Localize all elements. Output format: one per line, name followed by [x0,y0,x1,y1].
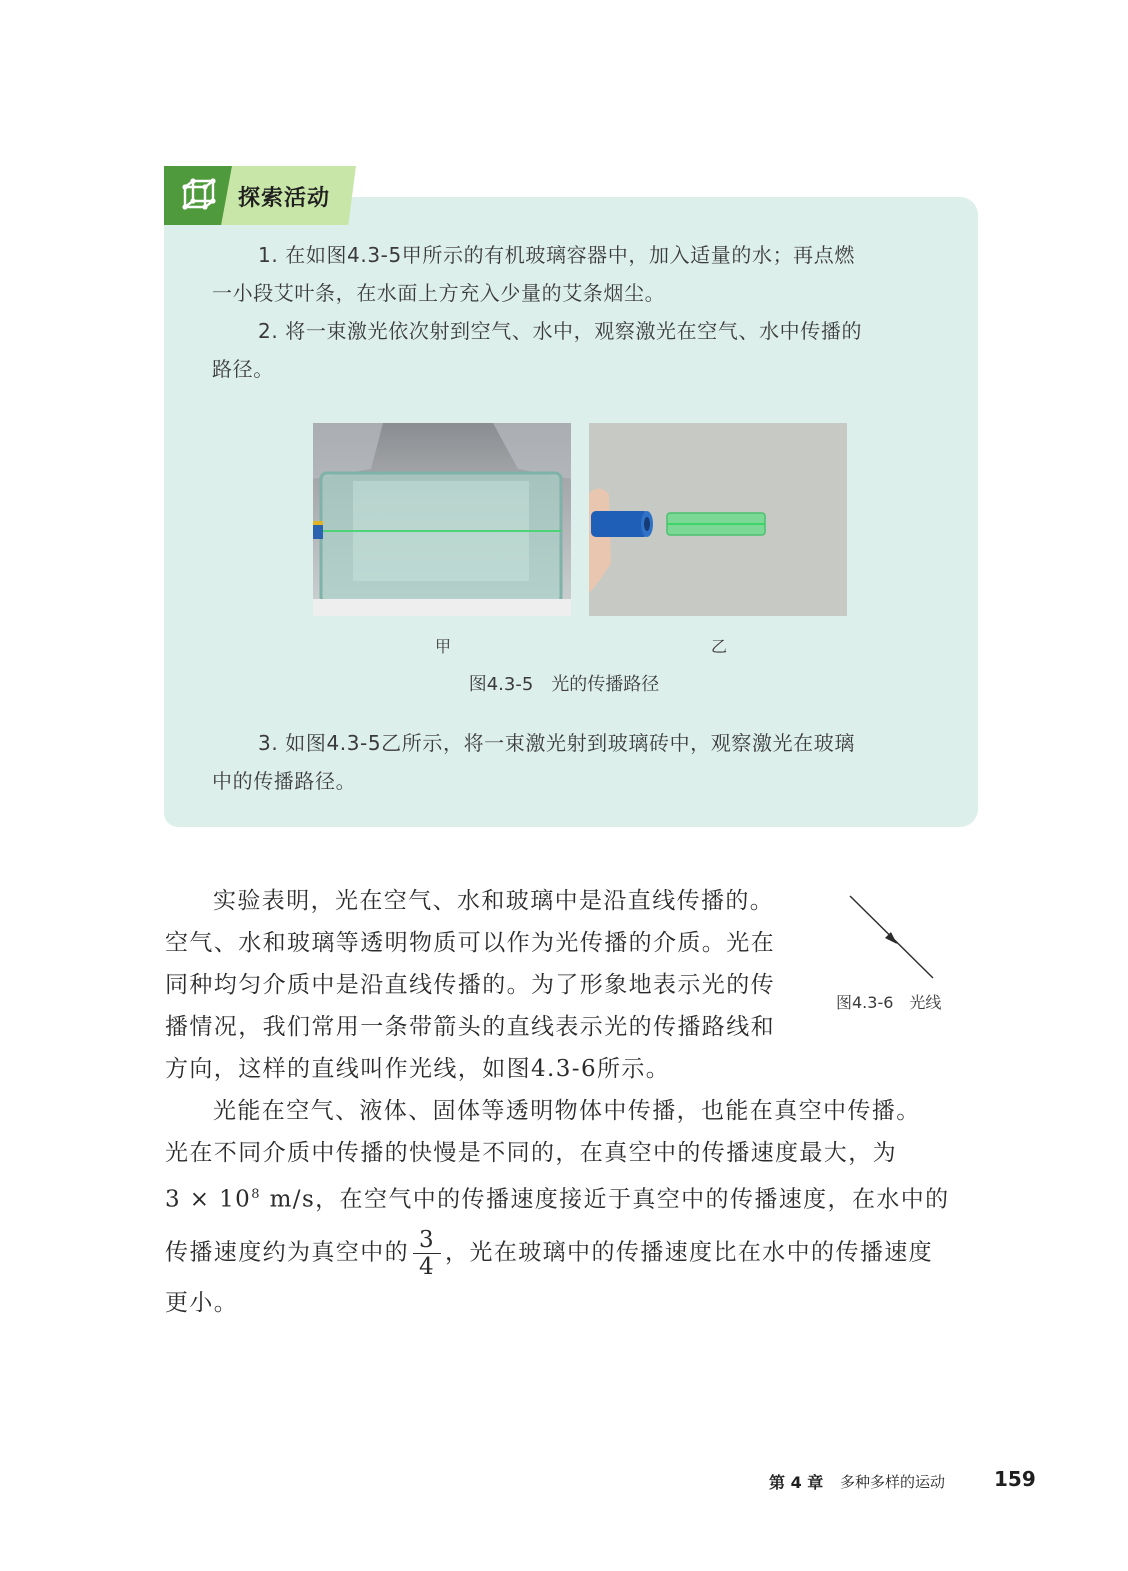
cube-icon [178,174,220,216]
paragraph-2-line-3-rest: m/s，在空气中的传播速度接近于真空中的传播速度，在水中的 [260,1186,950,1213]
explore-step-3-line-1: 3. 如图4.3-5乙所示，将一束激光射到玻璃砖中，观察激光在玻璃 [258,731,855,755]
photo-water-tank [313,423,571,616]
paragraph-1-line-5: 方向，这样的直线叫作光线，如图4.3-6所示。 [165,1056,671,1082]
explore-step-2 [212,312,934,388]
paragraph-2-line-3 [165,1174,980,1221]
explore-step-2-line-2: 路径。 [212,357,274,381]
photo-glass-brick [589,423,847,616]
fraction-denominator: 4 [419,1253,436,1280]
arrow-head-icon [885,932,897,944]
fraction-numerator: 3 [413,1227,441,1254]
speed-value: 3 × 10 [165,1186,252,1213]
paragraph-1-line-2: 空气、水和玻璃等透明物质可以作为光传播的介质。光在 [165,930,775,956]
paragraph-1-line-1: 实验表明，光在空气、水和玻璃中是沿直线传播的。 [213,888,775,914]
explore-step-3-line-2: 中的传播路径。 [212,769,357,793]
paragraph-light-speed [165,1090,980,1324]
paragraph-2-line-4-pre: 传播速度约为真空中的 [165,1239,409,1266]
explore-step-2-line-1: 2. 将一束激光依次射到空气、水中，观察激光在空气、水中传播的 [258,319,863,343]
paragraph-straight-line-propagation [165,880,805,1090]
footer-chapter-number: 第 4 章 [769,1473,824,1492]
explore-step-1 [212,236,934,312]
explore-step-3 [212,724,934,800]
paragraph-2-line-4 [165,1227,980,1280]
figure-4-3-6-caption: 图4.3-6 光线 [836,993,942,1012]
explore-step-1-line-1: 1. 在如图4.3-5甲所示的有机玻璃容器中，加入适量的水；再点燃 [258,243,855,267]
explore-title: 探索活动 [238,186,331,211]
explore-step-1-line-2: 一小段艾叶条，在水面上方充入少量的艾条烟尘。 [212,281,666,305]
paragraph-2-line-4-post: ，光在玻璃中的传播速度比在水中的传播速度 [445,1239,934,1266]
speed-exponent: 8 [251,1187,261,1202]
light-ray-arrow-diagram [845,892,940,982]
paragraph-2-line-2: 光在不同介质中传播的快慢是不同的，在真空中的传播速度最大，为 [165,1140,897,1166]
paragraph-2-line-5: 更小。 [165,1289,239,1316]
page-number: 159 [994,1467,1036,1491]
paragraph-2-line-1: 光能在空气、液体、固体等透明物体中传播，也能在真空中传播。 [213,1098,921,1124]
figure-4-3-5-caption: 图4.3-5 光的传播路径 [468,674,660,695]
footer-chapter-title: 多种多样的运动 [840,1473,946,1491]
fraction-three-quarters [413,1227,441,1280]
paragraph-1-line-3: 同种均匀介质中是沿直线传播的。为了形象地表示光的传 [165,972,775,998]
paragraph-1-line-4: 播情况，我们常用一条带箭头的直线表示光的传播路线和 [165,1014,775,1040]
figure-label-yi: 乙 [711,637,728,656]
figure-label-jia: 甲 [435,637,452,656]
